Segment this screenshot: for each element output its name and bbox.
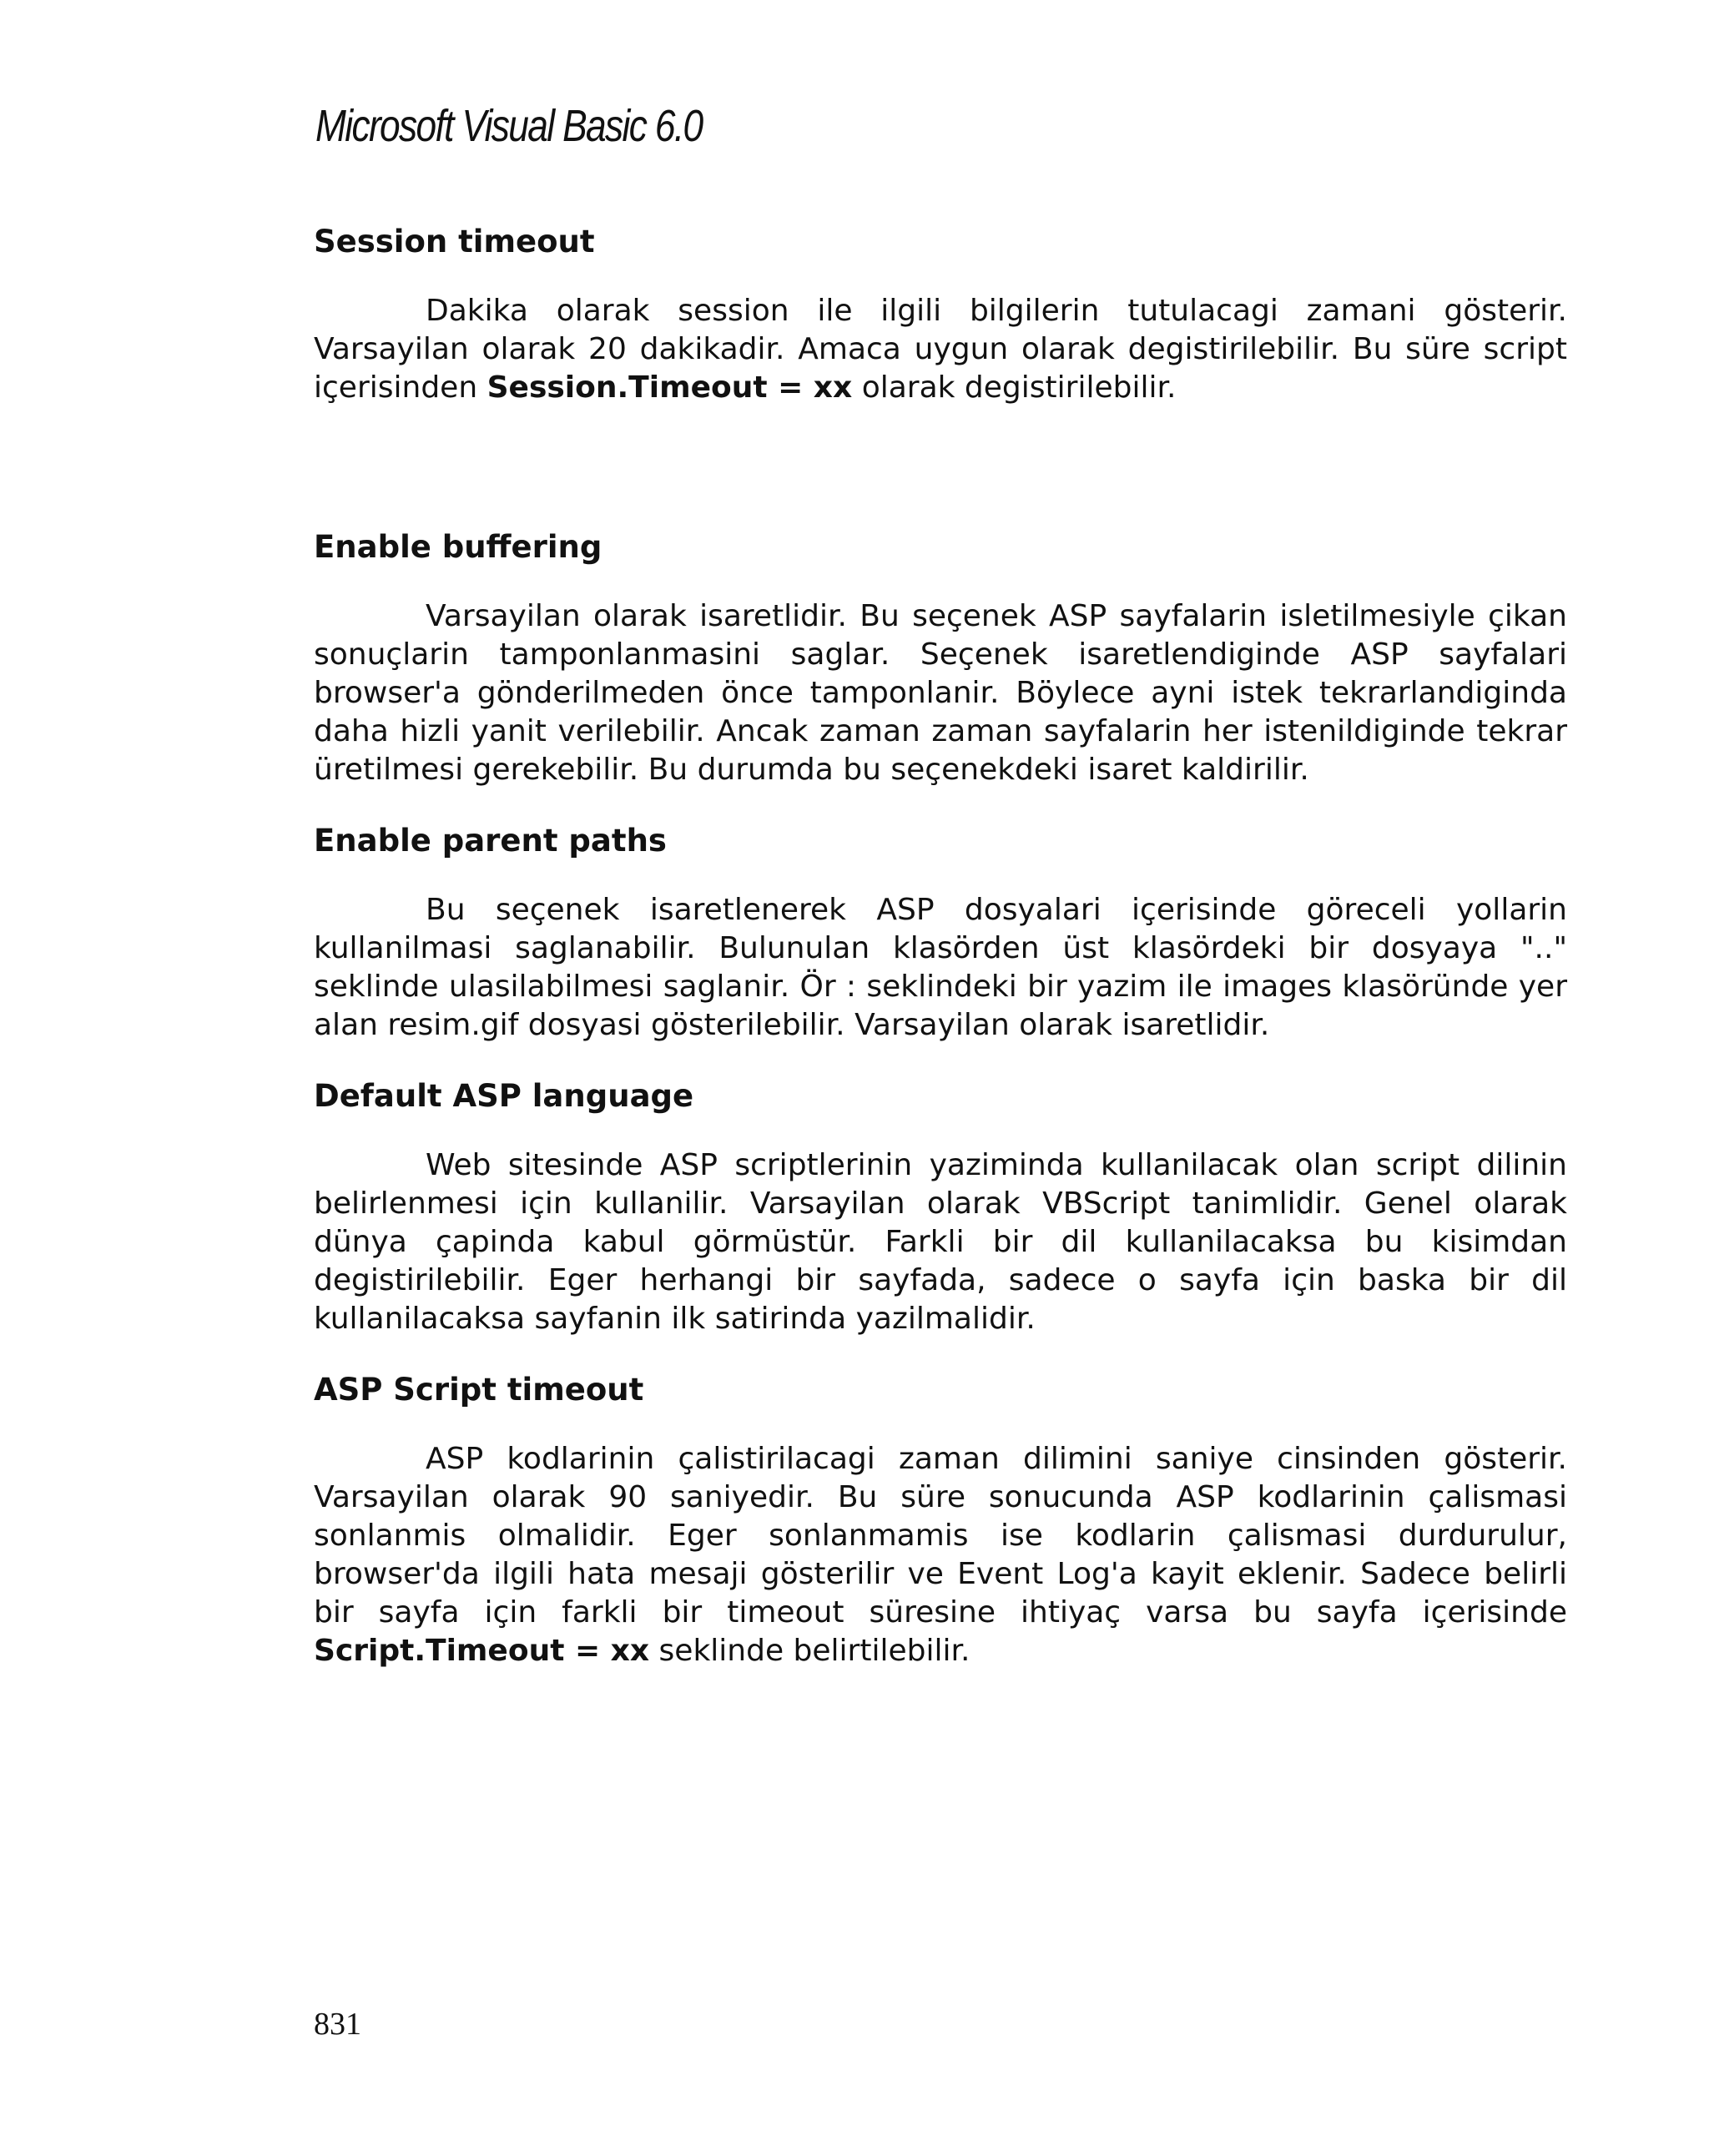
section-heading: Enable buffering bbox=[314, 529, 602, 565]
section-heading: Default ASP language bbox=[314, 1078, 694, 1114]
section-heading: ASP Script timeout bbox=[314, 1372, 644, 1408]
section-paragraph: Web sitesinde ASP scriptlerinin yaziminda kullanilacak olan script dilinin belirlenmesi için kullanilir. Varsayilan olarak VBScript tanimlidir. Genel olarak dünya çapinda kabul görmüstür. Farkli bir dil kullanilacaksa bu kisimdan degistirilebilir. Eger herhangi bir sayfada, sadece o sayfa için baska bir dil kullanilacaksa sayfanin ilk satirinda yazilmalidir. bbox=[314, 1148, 1567, 1336]
section-paragraph: Bu seçenek isaretlenerek ASP dosyalari içerisinde göreceli yollarin kullanilmasi saglanabilir. Bulunulan klasörden üst klasördeki bir dosyaya ".." seklinde ulasilabilmesi saglanir. Ör : seklindeki bir yazim ile images klasöründe yer alan resim.gif dosyasi gösterilebilir. Varsayilan olarak isaretlidir. bbox=[314, 893, 1567, 1042]
code-snippet: Script.Timeout = xx bbox=[314, 1634, 650, 1668]
section-paragraph bbox=[314, 292, 1567, 407]
section-asp-script-timeout bbox=[314, 1367, 1567, 1670]
section-enable-parent-paths bbox=[314, 818, 1567, 1045]
section-session-timeout bbox=[314, 219, 1567, 407]
section-default-asp-language bbox=[314, 1073, 1567, 1338]
page-content bbox=[314, 219, 1567, 1670]
section-heading: Enable parent paths bbox=[314, 823, 667, 859]
section-heading: Session timeout bbox=[314, 224, 595, 259]
section-enable-buffering bbox=[314, 524, 1567, 789]
paragraph-text: seklinde belirtilebilir. bbox=[649, 1634, 970, 1668]
page-number: 831 bbox=[314, 2007, 361, 2042]
section-paragraph bbox=[314, 1440, 1567, 1670]
section-paragraph: Varsayilan olarak isaretlidir. Bu seçenek ASP sayfalarin isletilmesiyle çikan sonuçlarin tamponlanmasini saglar. Seçenek isaretlendiginde ASP sayfalari browser'a gönderilmeden önce tamponlanir. Böylece ayni istek tekrarlandiginda daha hizli yanit verilebilir. Ancak zaman zaman sayfalarin her istenildiginde tekrar üretilmesi gerekebilir. Bu durumda bu seçenekdeki isaret kaldirilir. bbox=[314, 599, 1567, 787]
paragraph-text: ASP kodlarinin çalistirilacagi zaman dilimini saniye cinsinden gösterir. Varsayilan olarak 90 saniyedir. Bu süre sonucunda ASP kodlarinin çalismasi sonlanmis olmalidir. Eger sonlanmamis ise kodlarin çalismasi durdurulur, browser'da ilgili hata mesaji gösterilir ve Event Log'a kayit eklenir. Sadece belirli bir sayfa için farkli bir timeout süresine ihtiyaç varsa bu sayfa içerisinde bbox=[314, 1442, 1567, 1630]
running-header: Microsoft Visual Basic 6.0 bbox=[315, 101, 703, 151]
paragraph-text: Dakika olarak session ile ilgili bilgilerin tutulacagi zamani gösterir. Varsayilan olarak 20 dakikadir. Amaca uygun olarak degistirilebilir. Bu süre script içerisinden bbox=[314, 294, 1567, 405]
code-snippet: Session.Timeout = xx bbox=[486, 370, 853, 405]
paragraph-text: olarak degistirilebilir. bbox=[852, 370, 1177, 405]
